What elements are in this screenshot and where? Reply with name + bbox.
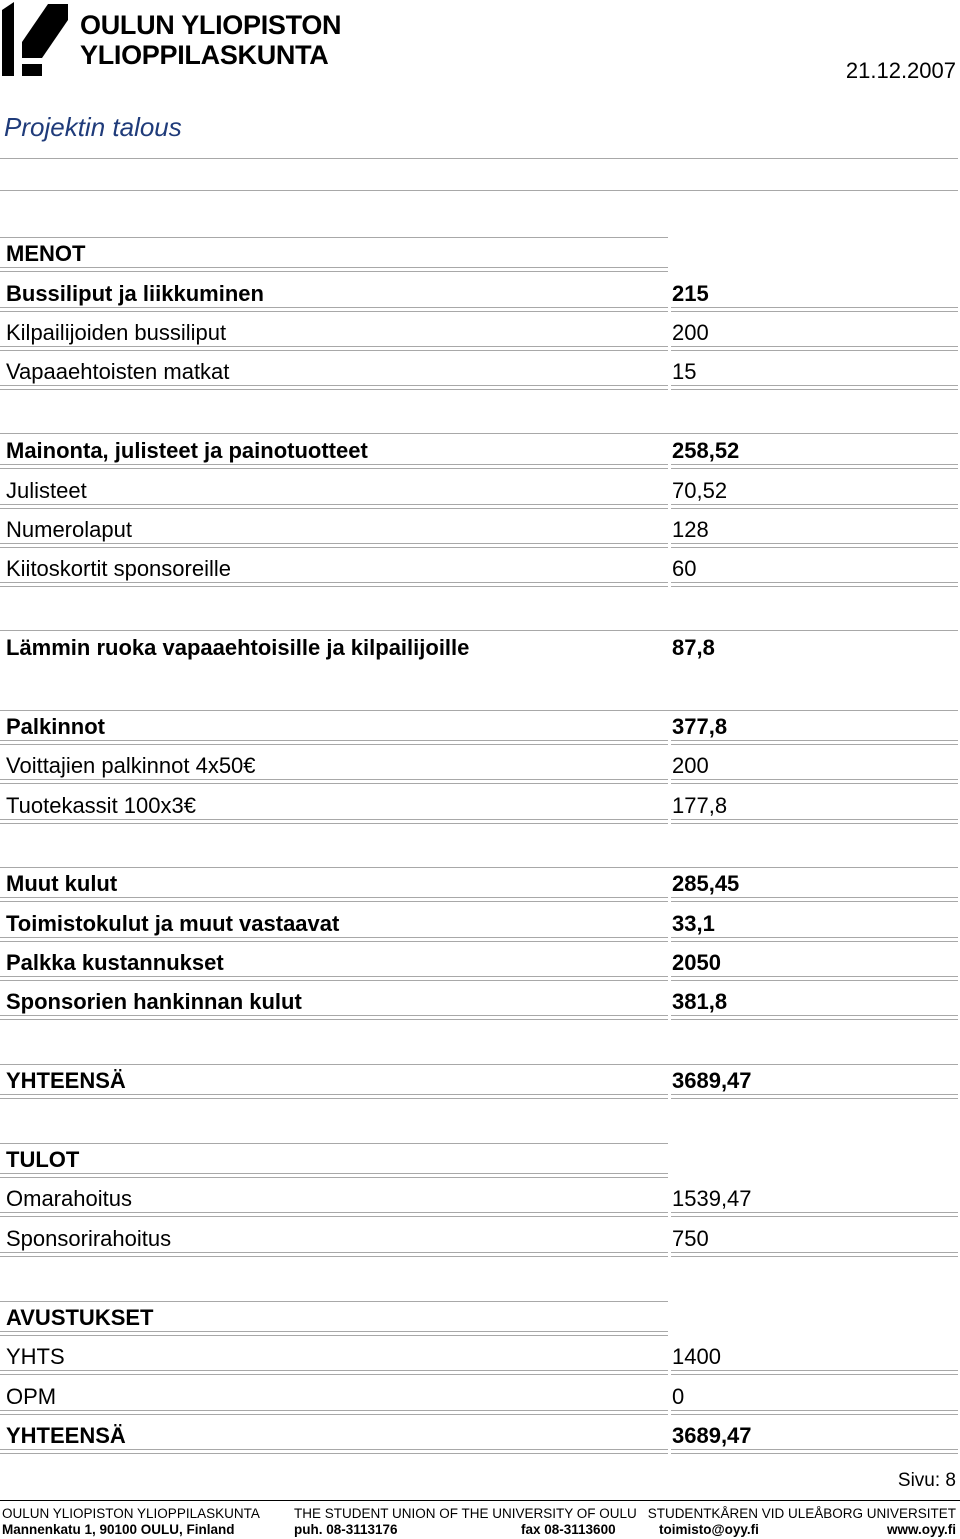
row-value: 177,8 [672,793,728,818]
logo-mark-icon [2,2,68,76]
row-label: Sponsorien hankinnan kulut [6,989,302,1014]
table-row [0,311,958,351]
row-label: Sponsorirahoitus [6,1226,172,1251]
row-label: Palkinnot [6,714,106,739]
row-label: Omarahoitus [6,1186,132,1211]
row-label: Voittajien palkinnot 4x50€ [6,753,256,778]
total-label: YHTEENSÄ [6,1423,126,1448]
table-row [0,1059,958,1099]
org-name-line1: OULUN YLIOPISTON [80,10,342,40]
footer-name-sv: STUDENTKÅREN VID ULEÅBORG UNIVERSITET [647,1506,956,1521]
footer-rule [0,1500,960,1501]
footer-fax: fax 08-3113600 [521,1522,616,1537]
row-value: 2050 [672,950,721,975]
table-row [0,1217,958,1257]
footer-phone: puh. 08-3113176 [294,1522,398,1537]
row-value: 285,45 [672,871,740,896]
table-row [0,941,958,981]
oyy-logo [0,0,345,80]
row-value: 215 [672,281,709,306]
row-label: Julisteet [6,478,87,503]
row-label: Kilpailijoiden bussiliput [6,320,227,345]
row-label: YHTS [6,1344,65,1369]
row-label: Lämmin ruoka vapaaehtoisille ja kilpailijoille [6,635,470,660]
row-label: Numerolaput [6,517,132,542]
row-value: 87,8 [672,635,715,660]
table-row [0,429,958,469]
row-value: 1400 [672,1344,721,1369]
row-value: 60 [672,556,697,581]
row-value: 15 [672,359,697,384]
table-row [0,744,958,784]
row-value: 750 [672,1226,709,1251]
page-title: Projektin talous [4,112,182,142]
section-heading: AVUSTUKSET [6,1305,154,1330]
row-value: 377,8 [672,714,728,739]
table-row [0,1177,958,1217]
table-rule [0,190,958,191]
row-label: Muut kulut [6,871,118,896]
footer-web: www.oyy.fi [886,1522,956,1537]
row-label: Tuotekassit 100x3€ [6,793,196,818]
row-value: 1539,47 [672,1186,752,1211]
table-row [0,350,958,390]
total-label: YHTEENSÄ [6,1068,126,1093]
row-label: Kiitoskortit sponsoreille [6,556,231,581]
table-rule [0,158,958,159]
table-row [0,272,958,312]
org-name-line2: YLIOPPILASKUNTA [80,40,329,70]
row-label: Mainonta, julisteet ja painotuotteet [6,438,368,463]
table-row [0,1335,958,1375]
table-row [0,469,958,509]
table-row [0,626,958,666]
table-row [0,902,958,942]
table-row [0,232,958,272]
row-label: Toimistokulut ja muut vastaavat [6,911,340,936]
row-value: 258,52 [672,438,740,463]
row-value: 70,52 [672,478,728,503]
table-row [0,508,958,548]
table-row [0,547,958,587]
row-label: Bussiliput ja liikkuminen [6,281,264,306]
page-number: Sivu: 8 [897,1470,956,1491]
table-row [0,1414,958,1454]
footer-address: Mannenkatu 1, 90100 OULU, Finland [2,1522,235,1537]
table-row [0,1138,958,1178]
section-heading: MENOT [6,241,86,266]
table-row [0,980,958,1020]
row-value: 128 [672,517,709,542]
row-value: 200 [672,320,709,345]
footer-email: toimisto@oyy.fi [659,1522,759,1537]
row-value: 33,1 [672,911,715,936]
row-label: Vapaaehtoisten matkat [6,359,230,384]
row-label: OPM [6,1384,57,1409]
row-label: Palkka kustannukset [6,950,224,975]
table-row [0,784,958,824]
section-heading: TULOT [6,1147,80,1172]
footer-name-en: THE STUDENT UNION OF THE UNIVERSITY OF OULU [294,1506,637,1521]
total-value: 3689,47 [672,1423,752,1448]
row-value: 200 [672,753,709,778]
table-row [0,705,958,745]
row-value: 381,8 [672,989,728,1014]
table-row [0,1375,958,1415]
document-date: 21.12.2007 [845,58,956,83]
total-value: 3689,47 [672,1068,752,1093]
row-value: 0 [672,1384,685,1409]
footer-name-fi: OULUN YLIOPISTON YLIOPPILASKUNTA [2,1506,260,1521]
table-row [0,1296,958,1336]
table-row [0,862,958,902]
